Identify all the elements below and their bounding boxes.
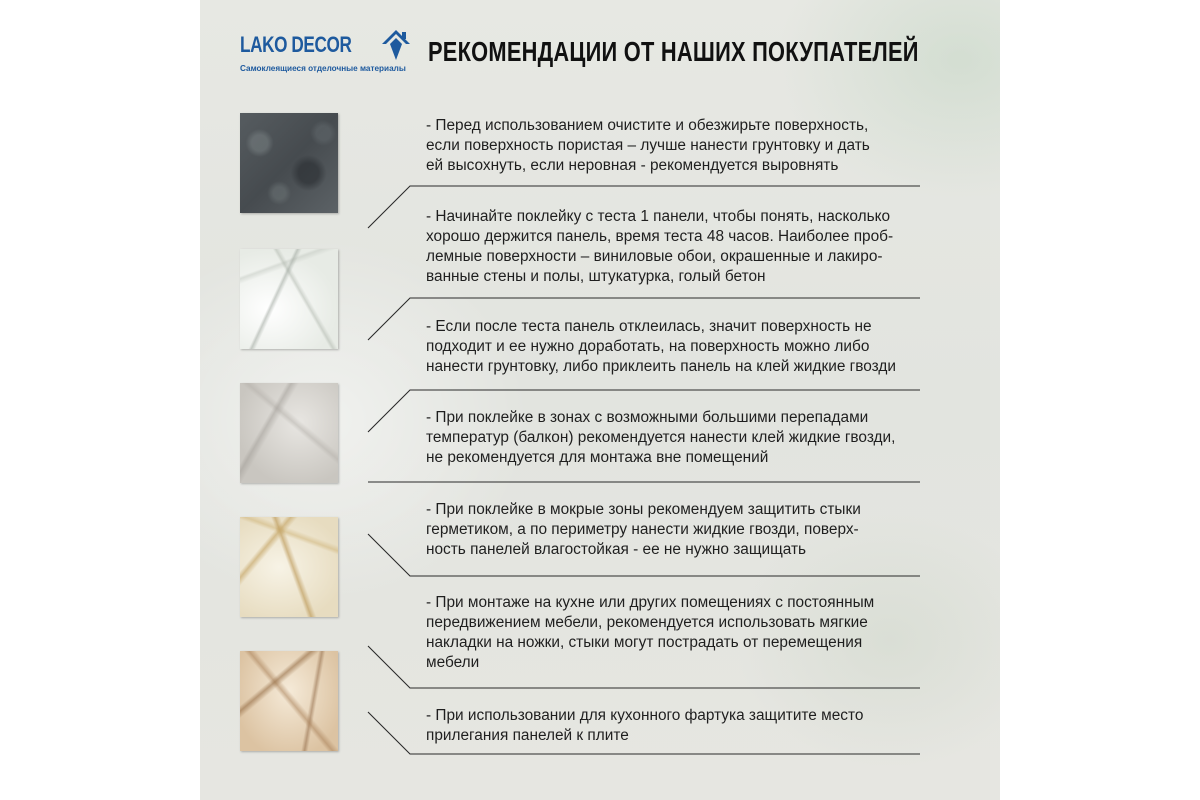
tip-6: - При монтаже на кухне или других помещениях с постоянным передвижением мебели, рекомендуется использовать мягкие накладки на ножки, стыки могут пострадать от перемещения мебели [426,594,875,671]
tip-1: - Перед использованием очистите и обезжирьте поверхность, если поверхность пористая – лучше нанести грунтовку и дать ей высохнуть, если неровная - рекомендуется выровнять [426,117,870,174]
tip-4: - При поклейке в зонах с возможными большими перепадами температур (балкон) рекомендуется нанести клей жидкие гвозди, не рекомендуется для монтажа вне помещений [426,409,896,466]
tip-7: - При использовании для кухонного фартука защитите место прилегания панелей к плите [426,707,864,744]
swatch-beige-marble [240,651,338,751]
swatch-golden-marble [240,517,338,617]
brand-tagline: Самоклеящиеся отделочные материалы [240,64,406,73]
page-title: РЕКОМЕНДАЦИИ ОТ НАШИХ ПОКУПАТЕЛЕЙ [428,36,919,67]
swatch-grey-marble [240,383,338,483]
swatch-white-marble [240,249,338,349]
house-roof-icon [380,28,412,62]
tip-5: - При поклейке в мокрые зоны рекомендуем защитить стыки герметиком, а по периметру нанести жидкие гвозди, поверх- ность панелей влагостойкая - ее не нужно защищать [426,501,861,558]
infographic-card [200,0,1000,800]
tip-2: - Начинайте поклейку с теста 1 панели, чтобы понять, насколько хорошо держится панель, время теста 48 часов. Наиболее проб- лемные поверхности – виниловые обои, окрашенные и лакиро- ванные стены и полы, штукатурка, голый бетон [426,208,894,285]
tip-3: - Если после теста панель отклеилась, значит поверхность не подходит и ее нужно доработать, на поверхность можно либо нанести грунтовку, либо приклеить панель на клей жидкие гвозди [426,318,896,375]
brand-logo [240,28,410,78]
swatch-dark-stone [240,113,338,213]
brand-name: LAKO DECOR [240,32,352,57]
